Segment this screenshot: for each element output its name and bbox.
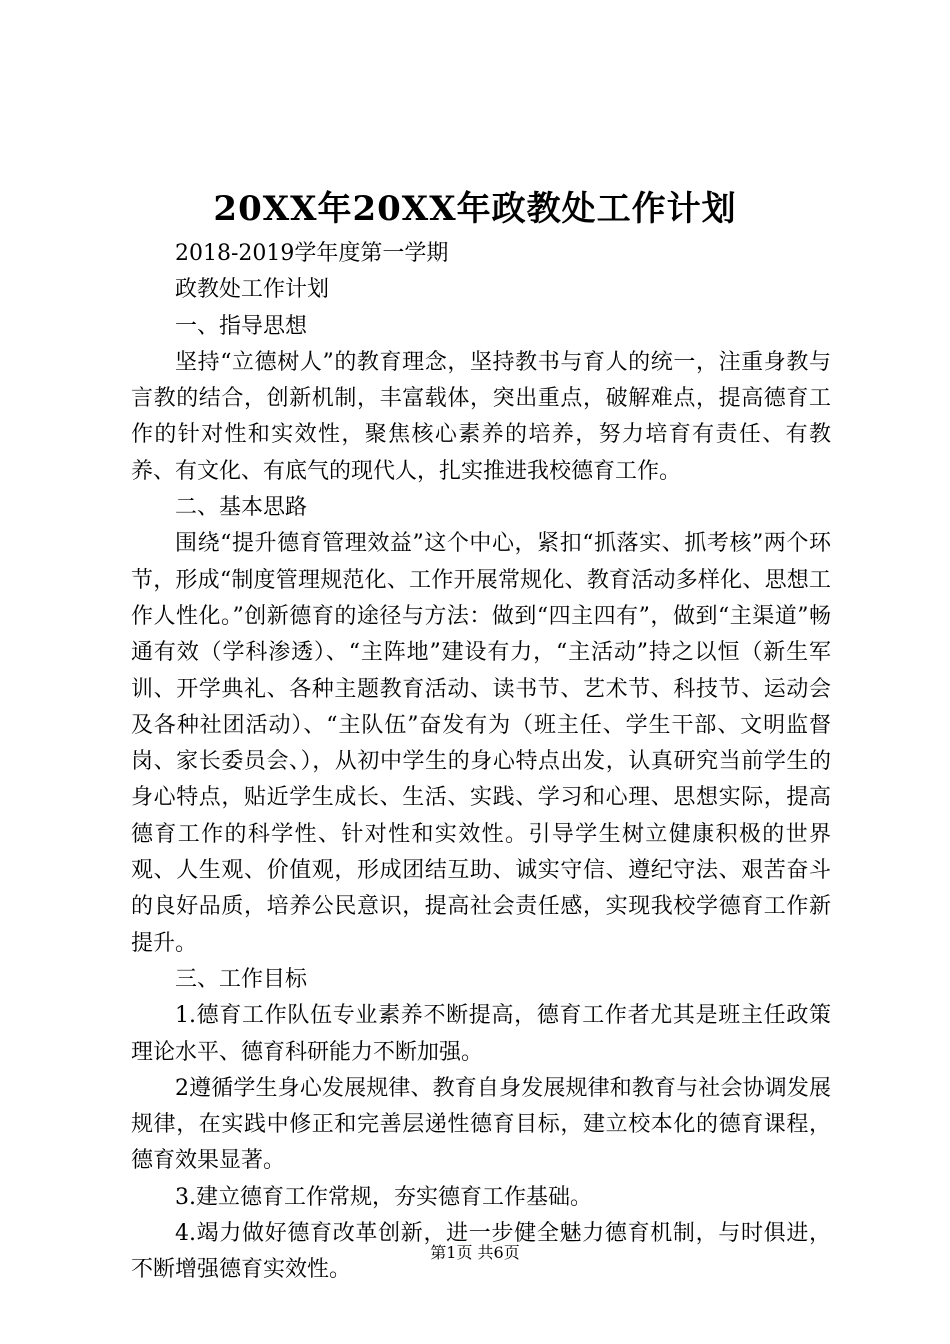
paragraph-goal-2: 2遵循学生身心发展规律、教育自身发展规律和教育与社会协调发展规律，在实践中修正和完善层递性德育目标，建立校本化的德育课程，德育效果显著。 — [131, 1075, 831, 1174]
section-heading-basic-approach: 二、基本思路 — [175, 495, 308, 521]
paragraph-guiding-thought: 坚持“立德树人”的教育理念，坚持教书与育人的统一，注重身教与言教的结合，创新机制，丰富载体，突出重点，破解难点，提高德育工作的针对性和实效性，聚焦核心素养的培养，努力培育有责任、有教养、有文化、有底气的现代人，扎实推进我校德育工作。 — [131, 349, 831, 484]
section-heading-guiding-thought: 一、指导思想 — [175, 313, 308, 339]
page-number: 第1页 共6页 — [430, 1243, 520, 1262]
paragraph-basic-approach: 围绕“提升德育管理效益”这个中心，紧扣“抓落实、抓考核”两个环节，形成“制度管理规范化、工作开展常规化、教育活动多样化、思想工作人性化。”创新德育的途径与方法：做到“四主四有”，做到“主渠道”畅通有效（学科渗透）、“主阵地”建设有力，“主活动”持之以恒（新生军训、开学典礼、各种主题教育活动、读书节、艺术节、科技节、运动会及各种社团活动）、“主队伍”奋发有为（班主任、学生干部、文明监督岗、家长委员会、），从初中学生的身心特点出发，认真研究当前学生的身心特点，贴近学生成长、生活、实践、学习和心理、思想实际，提高德育工作的科学性、针对性和实效性。引导学生树立健康积极的世界观、人生观、价值观，形成团结互助、诚实守信、遵纪守法、艰苦奋斗的良好品质，培养公民意识，提高社会责任感，实现我校学德育工作新提升。 — [131, 531, 831, 956]
paragraph-goal-1: 1.德育工作队伍专业素养不断提高，德育工作者尤其是班主任政策理论水平、德育科研能力不断加强。 — [131, 1003, 831, 1065]
paragraph-subtitle: 政教处工作计划 — [175, 277, 330, 303]
section-heading-work-goals: 三、工作目标 — [175, 966, 308, 992]
document-title: 20XX年20XX年政教处工作计划 — [213, 189, 737, 229]
paragraph-goal-4: 4.竭力做好德育改革创新，进一步健全魅力德育机制，与时俱进，不断增强德育实效性。 — [131, 1221, 831, 1283]
paragraph-goal-3: 3.建立德育工作常规，夯实德育工作基础。 — [175, 1184, 592, 1210]
paragraph-term: 2018-2019学年度第一学期 — [175, 241, 449, 266]
document-body — [131, 236, 831, 1289]
